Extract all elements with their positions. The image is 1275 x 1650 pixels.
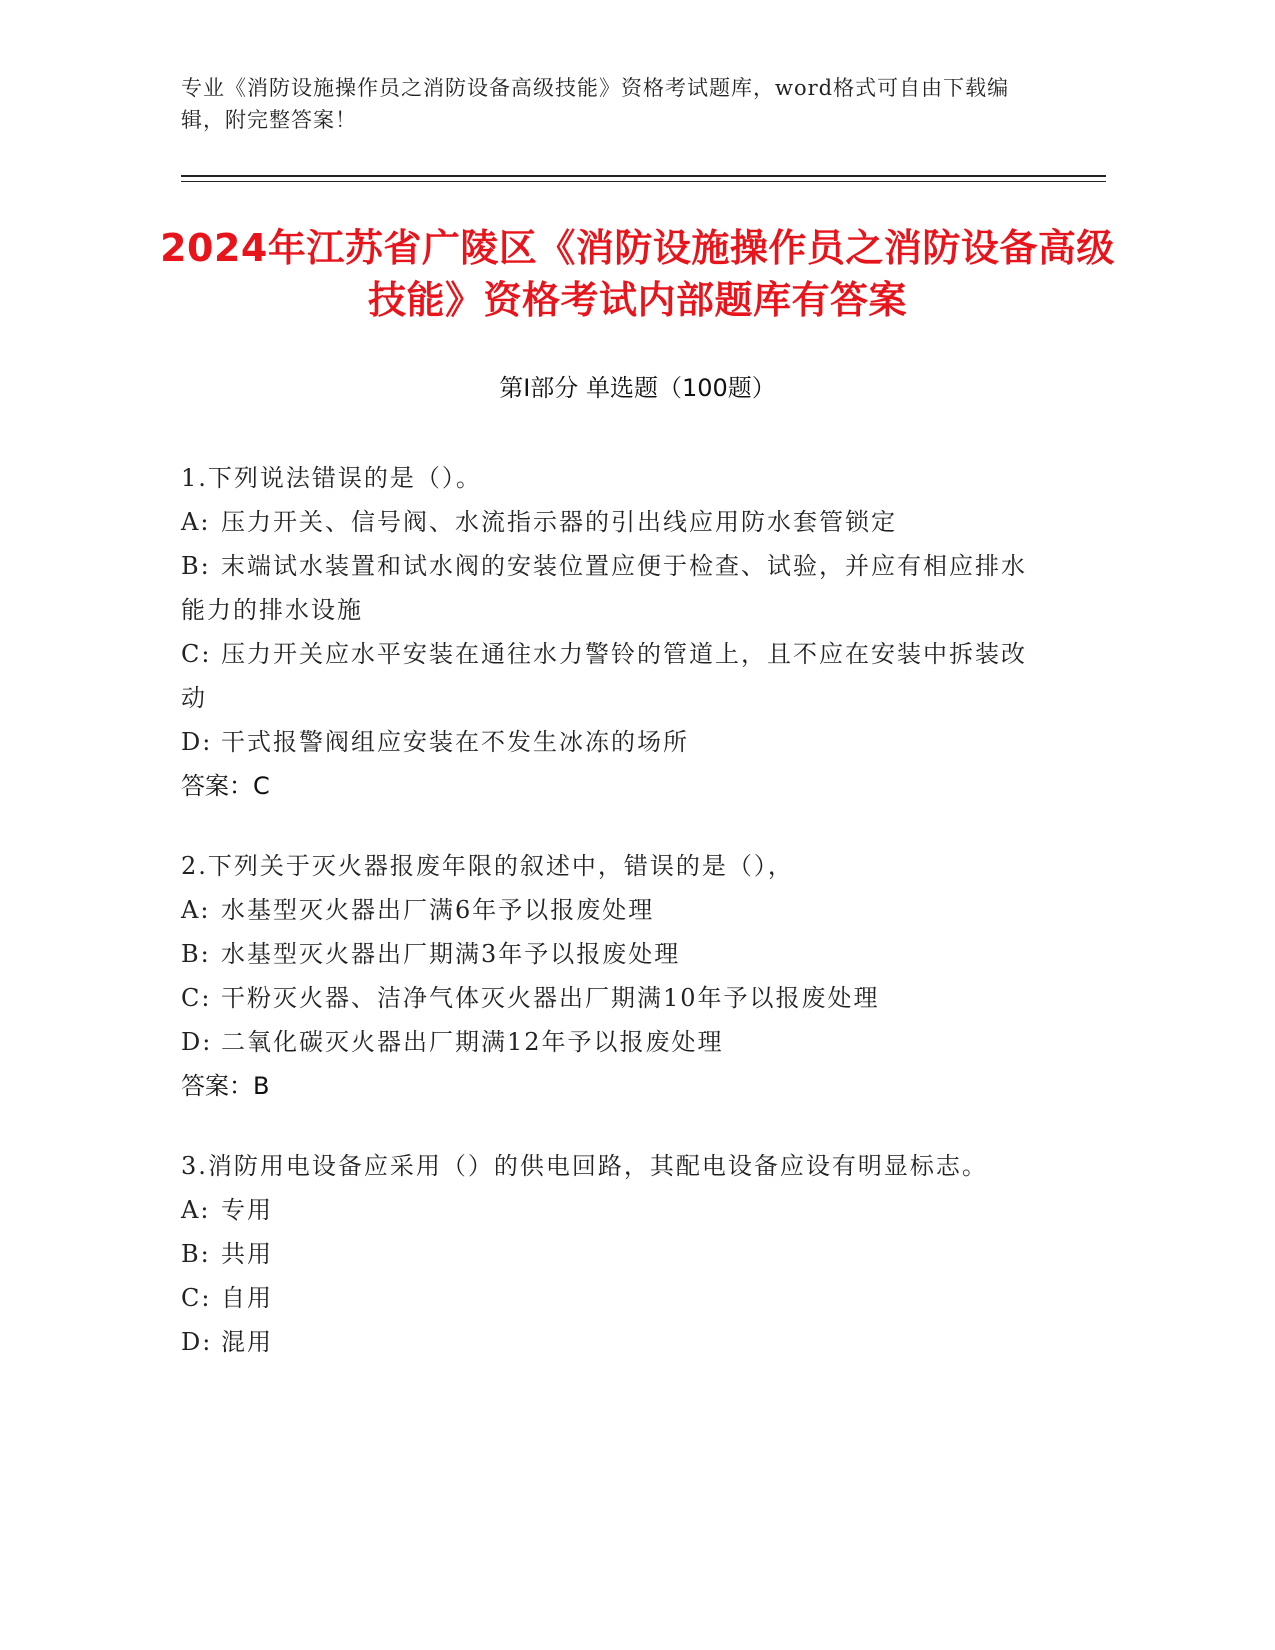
header-divider-thick (181, 175, 1106, 177)
option-text: 水基型灭火器出厂满6年予以报废处理 (221, 896, 655, 924)
section-heading: 第I部分 单选题（100题） (499, 374, 776, 402)
option-key: B: (181, 1240, 211, 1268)
option-text: 自用 (221, 1284, 273, 1312)
question-stem: 1.下列说法错误的是（）。 (181, 464, 482, 492)
option-a (181, 1188, 1041, 1232)
option-text: 水基型灭火器出厂期满3年予以报废处理 (221, 940, 681, 968)
option-a (181, 500, 1041, 544)
option-key: C: (181, 640, 212, 668)
question-list (181, 456, 1041, 1400)
question-stem: 3.消防用电设备应采用（）的供电回路，其配电设备应设有明显标志。 (181, 1152, 988, 1180)
question-2 (181, 844, 1041, 1108)
option-b (181, 1232, 1041, 1276)
option-key: D: (181, 728, 213, 756)
option-key: A: (181, 508, 211, 536)
option-c (181, 632, 1041, 720)
question-1 (181, 456, 1041, 808)
header-note: 专业《消防设施操作员之消防设备高级技能》资格考试题库，word格式可自由下载编辑，附完整答案！ (181, 76, 1010, 132)
option-b (181, 932, 1041, 976)
option-text: 混用 (221, 1328, 273, 1356)
document-title: 2024年江苏省广陵区《消防设施操作员之消防设备高级技能》资格考试内部题库有答案 (160, 226, 1115, 322)
question-3 (181, 1144, 1041, 1364)
option-key: C: (181, 984, 212, 1012)
option-d (181, 1020, 1041, 1064)
question-stem: 2.下列关于灭火器报废年限的叙述中，错误的是（）， (181, 852, 794, 880)
option-key: D: (181, 1028, 213, 1056)
option-key: B: (181, 552, 211, 580)
option-text: 末端试水装置和试水阀的安装位置应便于检查、试验，并应有相应排水能力的排水设施 (181, 552, 1027, 624)
option-d (181, 1320, 1041, 1364)
option-c (181, 1276, 1041, 1320)
header-divider-thin (181, 181, 1106, 182)
option-text: 压力开关应水平安装在通往水力警铃的管道上，且不应在安装中拆装改动 (181, 640, 1027, 712)
option-text: 干粉灭火器、洁净气体灭火器出厂期满10年予以报废处理 (221, 984, 880, 1012)
answer-line: 答案：B (181, 1072, 270, 1100)
option-text: 二氧化碳灭火器出厂期满12年予以报废处理 (221, 1028, 724, 1056)
option-d (181, 720, 1041, 764)
option-text: 干式报警阀组应安装在不发生冰冻的场所 (221, 728, 689, 756)
option-key: D: (181, 1328, 213, 1356)
option-a (181, 888, 1041, 932)
option-c (181, 976, 1041, 1020)
option-key: C: (181, 1284, 212, 1312)
option-b (181, 544, 1041, 632)
option-text: 压力开关、信号阀、水流指示器的引出线应用防水套管锁定 (221, 508, 897, 536)
option-key: A: (181, 896, 211, 924)
answer-line: 答案：C (181, 772, 270, 800)
option-text: 专用 (221, 1196, 273, 1224)
option-key: A: (181, 1196, 211, 1224)
option-key: B: (181, 940, 211, 968)
option-text: 共用 (221, 1240, 273, 1268)
